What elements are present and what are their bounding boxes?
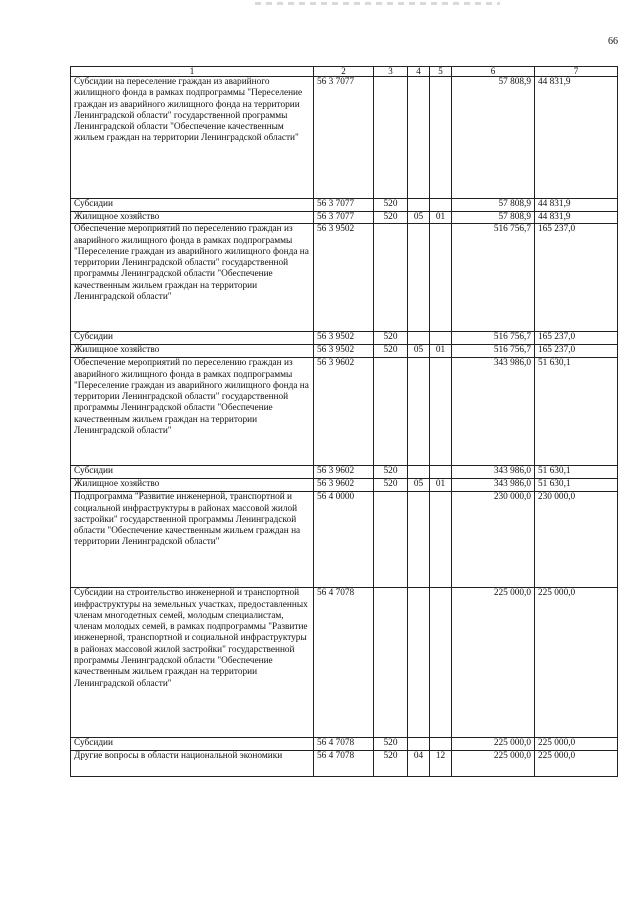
row-vr	[374, 588, 408, 738]
row-sum-1: 230 000,0	[452, 492, 535, 588]
row-pr	[430, 466, 452, 479]
row-rz: 05	[408, 345, 430, 358]
row-csr: 56 3 7077	[314, 77, 374, 199]
column-header: 3	[374, 67, 408, 77]
row-rz	[408, 199, 430, 212]
row-pr: 01	[430, 212, 452, 224]
row-pr	[430, 332, 452, 345]
row-rz	[408, 77, 430, 199]
row-sum-2: 225 000,0	[535, 751, 618, 777]
row-sum-2: 165 237,0	[535, 345, 618, 358]
row-sum-1: 225 000,0	[452, 738, 535, 751]
row-csr: 56 3 9502	[314, 345, 374, 358]
row-sum-2: 225 000,0	[535, 588, 618, 738]
row-name: Субсидии	[71, 332, 314, 345]
column-header: 5	[430, 67, 452, 77]
row-csr: 56 3 9602	[314, 479, 374, 492]
row-sum-1: 225 000,0	[452, 588, 535, 738]
row-rz: 05	[408, 212, 430, 224]
table-row	[71, 212, 618, 224]
row-csr: 56 4 0000	[314, 492, 374, 588]
row-csr: 56 3 9502	[314, 332, 374, 345]
row-vr: 520	[374, 212, 408, 224]
row-name: Жилищное хозяйство	[71, 345, 314, 358]
table-row	[71, 345, 618, 358]
row-csr: 56 3 7077	[314, 212, 374, 224]
row-sum-2: 225 000,0	[535, 738, 618, 751]
row-sum-1: 57 808,9	[452, 212, 535, 224]
row-csr: 56 3 9602	[314, 466, 374, 479]
row-pr	[430, 738, 452, 751]
row-rz	[408, 738, 430, 751]
row-rz	[408, 358, 430, 466]
row-vr: 520	[374, 332, 408, 345]
row-name: Обеспечение мероприятий по переселению граждан из аварийного жилищного фонда в рамках подпрограммы "Переселение граждан из аварийного жилищного фонда на территории Ленинградской области" государственной программы Ленинградской области "Обеспечение качественным жильем граждан на территории Ленинградской области"	[71, 224, 314, 332]
row-sum-2: 44 831,9	[535, 77, 618, 199]
table-row	[71, 479, 618, 492]
row-name: Обеспечение мероприятий по переселению граждан из аварийного жилищного фонда в рамках подпрограммы "Переселение граждан из аварийного жилищного фонда на территории Ленинградской области" государственной программы Ленинградской области "Обеспечение качественным жильем граждан на территории Ленинградской области"	[71, 358, 314, 466]
row-vr	[374, 358, 408, 466]
row-pr	[430, 492, 452, 588]
row-name: Субсидии	[71, 199, 314, 212]
row-rz	[408, 224, 430, 332]
row-rz	[408, 492, 430, 588]
table-row	[71, 492, 618, 588]
row-csr: 56 3 9502	[314, 224, 374, 332]
row-pr: 01	[430, 479, 452, 492]
table-row	[71, 77, 618, 199]
row-csr: 56 4 7078	[314, 751, 374, 777]
row-rz: 05	[408, 479, 430, 492]
row-pr	[430, 224, 452, 332]
row-sum-2: 165 237,0	[535, 332, 618, 345]
row-pr: 01	[430, 345, 452, 358]
row-sum-1: 343 986,0	[452, 358, 535, 466]
row-rz	[408, 332, 430, 345]
column-header: 6	[452, 67, 535, 77]
row-sum-2: 165 237,0	[535, 224, 618, 332]
row-sum-1: 516 756,7	[452, 332, 535, 345]
row-rz: 04	[408, 751, 430, 777]
row-csr: 56 4 7078	[314, 588, 374, 738]
row-name: Подпрограмма "Развитие инженерной, транспортной и социальной инфраструктуры в районах массовой жилой застройки" государственной программы Ленинградской области "Обеспечение качественным жильем граждан на территории Ленинградской области"	[71, 492, 314, 588]
row-name: Жилищное хозяйство	[71, 479, 314, 492]
row-sum-1: 57 808,9	[452, 77, 535, 199]
row-vr	[374, 492, 408, 588]
row-sum-2: 230 000,0	[535, 492, 618, 588]
row-vr: 520	[374, 751, 408, 777]
row-pr	[430, 588, 452, 738]
row-sum-1: 516 756,7	[452, 345, 535, 358]
row-sum-1: 57 808,9	[452, 199, 535, 212]
column-header: 7	[535, 67, 618, 77]
page-number: 66	[608, 36, 618, 47]
row-sum-2: 51 630,1	[535, 479, 618, 492]
table-row	[71, 332, 618, 345]
row-csr: 56 3 7077	[314, 199, 374, 212]
row-sum-1: 343 986,0	[452, 466, 535, 479]
row-pr	[430, 77, 452, 199]
row-pr: 12	[430, 751, 452, 777]
table-row	[71, 466, 618, 479]
row-sum-2: 51 630,1	[535, 358, 618, 466]
row-name: Субсидии	[71, 738, 314, 751]
row-pr	[430, 358, 452, 466]
row-name: Другие вопросы в области национальной экономики	[71, 751, 314, 777]
row-pr	[430, 199, 452, 212]
header-row	[71, 67, 618, 77]
row-csr: 56 4 7078	[314, 738, 374, 751]
row-vr	[374, 224, 408, 332]
scan-artifact	[255, 2, 500, 5]
row-sum-1: 516 756,7	[452, 224, 535, 332]
column-header: 4	[408, 67, 430, 77]
row-vr: 520	[374, 466, 408, 479]
table-row	[71, 588, 618, 738]
row-vr: 520	[374, 199, 408, 212]
row-name: Субсидии на переселение граждан из аварийного жилищного фонда в рамках подпрограммы "Переселение граждан из аварийного жилищного фонда на территории Ленинградской области" государственной программы Ленинградской области "Обеспечение качественным жильем граждан на территории Ленинградской области"	[71, 77, 314, 199]
table-row	[71, 199, 618, 212]
row-csr: 56 3 9602	[314, 358, 374, 466]
table-row	[71, 358, 618, 466]
row-sum-2: 44 831,9	[535, 199, 618, 212]
row-sum-1: 225 000,0	[452, 751, 535, 777]
row-vr: 520	[374, 479, 408, 492]
row-vr: 520	[374, 738, 408, 751]
row-sum-2: 44 831,9	[535, 212, 618, 224]
row-sum-2: 51 630,1	[535, 466, 618, 479]
row-sum-1: 343 986,0	[452, 479, 535, 492]
row-vr	[374, 77, 408, 199]
row-name: Жилищное хозяйство	[71, 212, 314, 224]
table-row	[71, 224, 618, 332]
row-rz	[408, 466, 430, 479]
column-header: 2	[314, 67, 374, 77]
column-header: 1	[71, 67, 314, 77]
budget-table	[70, 66, 618, 777]
table-row	[71, 738, 618, 751]
row-name: Субсидии	[71, 466, 314, 479]
row-vr: 520	[374, 345, 408, 358]
row-name: Субсидии на строительство инженерной и транспортной инфраструктуры на земельных участках, предоставленных членам многодетных семей, молодым специалистам, членам молодых семей, в рамках подпрограммы "Развитие инженерной, транспортной и социальной инфраструктуры в районах массовой жилой застройки" государственной программы Ленинградской области "Обеспечение качественным жильем граждан на территории Ленинградской области"	[71, 588, 314, 738]
table-row	[71, 751, 618, 777]
row-rz	[408, 588, 430, 738]
